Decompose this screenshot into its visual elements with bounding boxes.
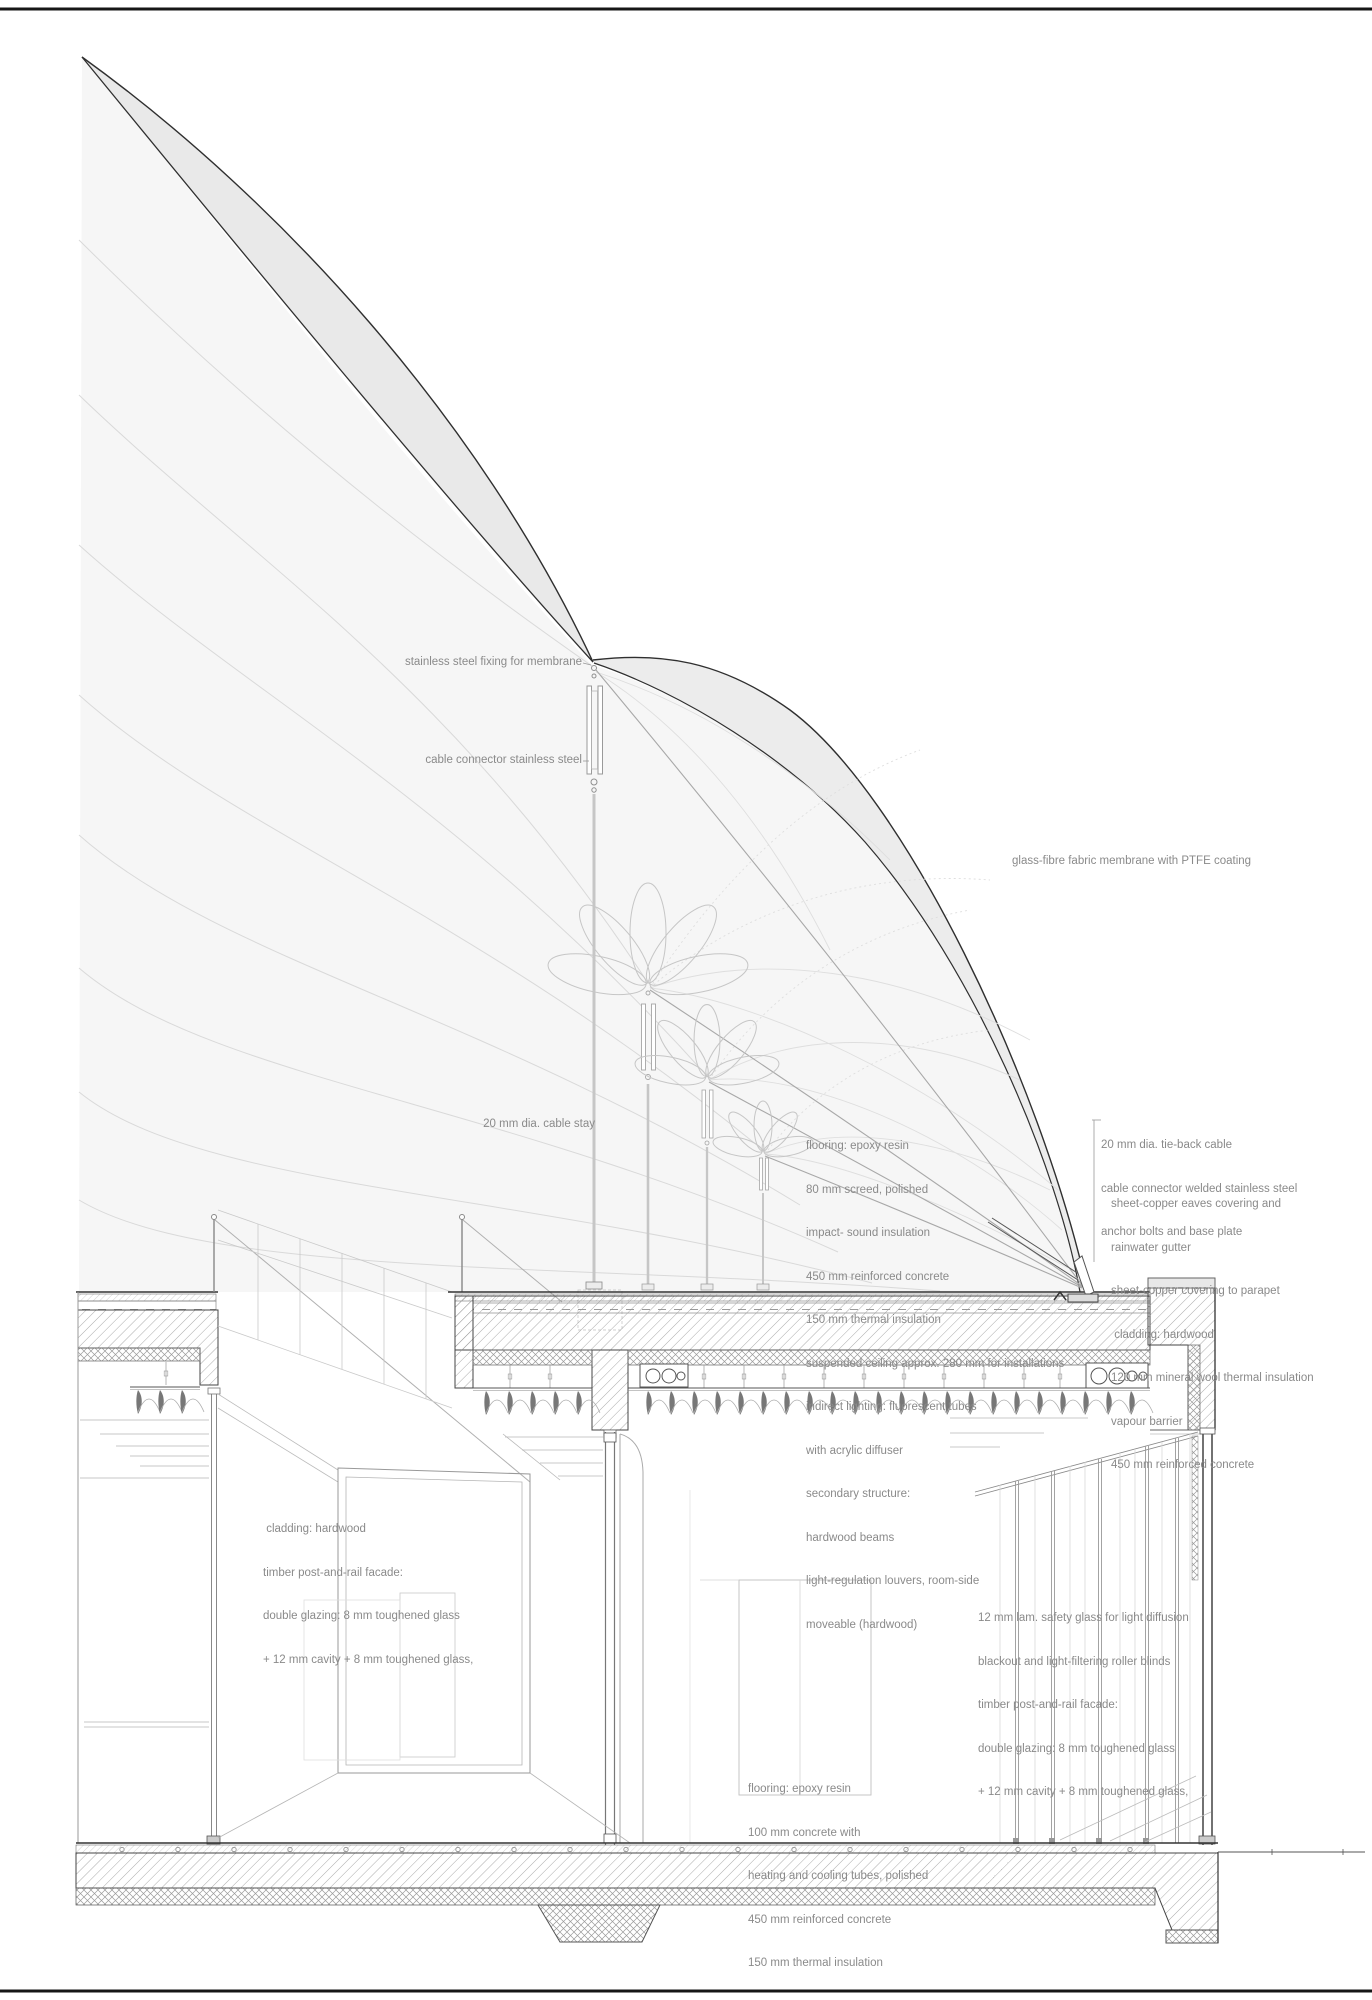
- label-line: light-regulation louvers, room-side: [806, 1575, 980, 1587]
- label-line: moveable (hardwood): [806, 1618, 918, 1631]
- label-line: rainwater gutter: [1111, 1241, 1191, 1254]
- label-line: with acrylic diffuser: [806, 1444, 903, 1457]
- label-line: timber post-and-rail facade:: [978, 1699, 1118, 1711]
- label-line: heating and cooling tubes, polished: [748, 1870, 929, 1882]
- label-line: timber post-and-rail facade:: [263, 1566, 403, 1579]
- label-membrane: glass-fibre fabric membrane with PTFE coating: [1012, 855, 1252, 867]
- label-right-facade: [978, 1582, 1189, 1814]
- label-line: impact- sound insulation: [806, 1227, 931, 1239]
- label-line: flooring: epoxy resin: [748, 1783, 851, 1795]
- label-line: hardwood beams: [806, 1531, 895, 1544]
- label-line: cladding: hardwood: [263, 1523, 366, 1535]
- label-line: 450 mm reinforced concrete: [806, 1270, 950, 1283]
- label-line: 120 mm mineral wool thermal insulation: [1111, 1372, 1314, 1384]
- label-line: double glazing: 8 mm toughened glass: [263, 1610, 460, 1622]
- label-line: 20 mm dia. tie-back cable: [1101, 1139, 1233, 1151]
- label-line: sheet-copper covering to parapet: [1111, 1285, 1280, 1297]
- label-line: 150 mm thermal insulation: [748, 1957, 883, 1969]
- label-line: 450 mm reinforced concrete: [748, 1913, 892, 1926]
- label-roof-buildup: [806, 1110, 1064, 1647]
- label-line: 150 mm thermal insulation: [806, 1314, 941, 1326]
- label-cable-stay: 20 mm dia. cable stay: [483, 1118, 595, 1130]
- label-cable-connector: cable connector stainless steel: [425, 754, 582, 766]
- label-line: cable connector welded stainless steel: [1101, 1182, 1298, 1195]
- membrane-group: [79, 57, 1087, 1292]
- label-line: 450 mm reinforced concrete: [1111, 1459, 1255, 1471]
- label-line: double glazing: 8 mm toughened glass: [978, 1742, 1175, 1755]
- label-line: + 12 mm cavity + 8 mm toughened glass,: [263, 1653, 474, 1666]
- label-membrane-fixing: stainless steel fixing for membrane: [404, 656, 582, 668]
- label-floor-buildup: [748, 1753, 928, 1985]
- label-line: 12 mm lam. safety glass for light diffusion: [978, 1612, 1189, 1624]
- label-line: flooring: epoxy resin: [806, 1140, 909, 1152]
- label-line: secondary structure:: [806, 1488, 911, 1500]
- label-line: indirect lighting: fluorescent tubes: [806, 1401, 977, 1413]
- label-line: cladding: hardwood: [1111, 1328, 1214, 1341]
- label-parapet-buildup: [1111, 1168, 1314, 1487]
- label-left-facade: [263, 1493, 473, 1682]
- label-line: anchor bolts and base plate: [1101, 1226, 1243, 1238]
- floor-slab: [76, 1843, 1365, 1943]
- label-line: 100 mm concrete with: [748, 1826, 861, 1839]
- label-line: vapour barrier: [1111, 1415, 1183, 1428]
- label-line: + 12 mm cavity + 8 mm toughened glass,: [978, 1786, 1189, 1798]
- label-line: sheet-copper eaves covering and: [1111, 1198, 1282, 1210]
- label-line: blackout and light-filtering roller blinds: [978, 1655, 1171, 1668]
- label-line: 80 mm screed, polished: [806, 1183, 929, 1196]
- label-line: suspended ceiling approx. 280 mm for installations: [806, 1357, 1065, 1370]
